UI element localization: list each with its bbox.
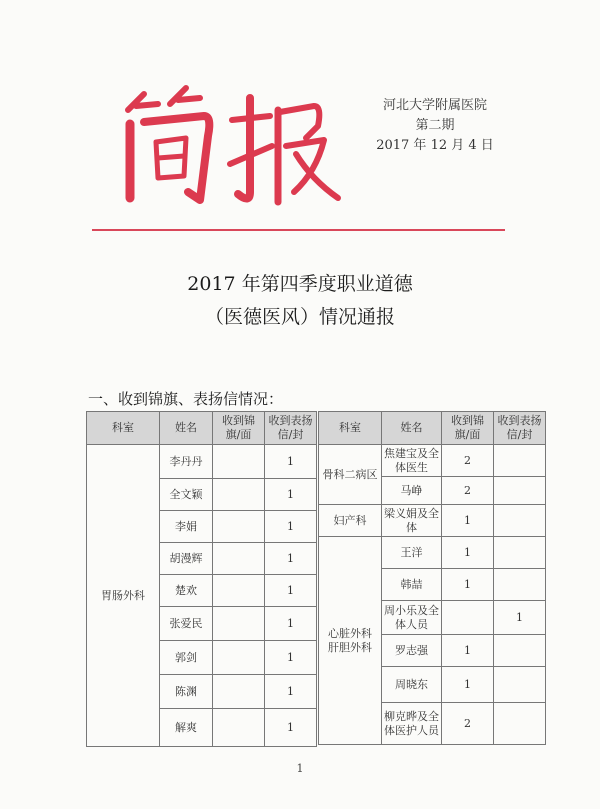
header-letters: 收到表扬信/封 [494, 412, 546, 445]
right-table-body [319, 445, 546, 745]
flags-cell: 2 [442, 445, 494, 477]
letters-cell [494, 505, 546, 537]
letters-cell [494, 667, 546, 703]
name-cell: 梁义娟及全体 [382, 505, 442, 537]
name-cell: 柳克晔及全体医护人员 [382, 703, 442, 745]
dept-cell: 胃肠外科 [87, 445, 160, 747]
left-honors-table [86, 411, 317, 747]
name-cell: 韩喆 [382, 569, 442, 601]
briefing-logo [100, 80, 350, 210]
header-dept: 科室 [87, 412, 160, 445]
header-name: 姓名 [382, 412, 442, 445]
name-cell: 焦建宝及全体医生 [382, 445, 442, 477]
letters-cell: 1 [265, 709, 317, 747]
right-honors-table [318, 411, 546, 745]
letters-cell: 1 [265, 675, 317, 709]
flags-cell: 1 [442, 569, 494, 601]
table-row [319, 505, 546, 537]
dept-cell: 骨科二病区 [319, 445, 382, 505]
flags-cell [213, 675, 265, 709]
name-cell: 陈渊 [160, 675, 213, 709]
left-table-body [87, 445, 317, 747]
letters-cell [494, 477, 546, 505]
letters-cell: 1 [265, 641, 317, 675]
dept-cell: 妇产科 [319, 505, 382, 537]
flags-cell [213, 641, 265, 675]
table-row [87, 445, 317, 479]
name-cell: 张爱民 [160, 607, 213, 641]
letters-cell [494, 569, 546, 601]
flags-cell [213, 511, 265, 543]
name-cell: 楚欢 [160, 575, 213, 607]
header-divider [92, 229, 505, 231]
report-title [0, 268, 600, 334]
name-cell: 解爽 [160, 709, 213, 747]
flags-cell [213, 479, 265, 511]
issuer-org: 河北大学附属医院 [382, 98, 487, 113]
report-title-line2: （医德医风）情况通报 [204, 306, 395, 328]
letters-cell: 1 [265, 445, 317, 479]
header-name: 姓名 [160, 412, 213, 445]
issuer-block [360, 96, 510, 156]
table-header-row [87, 412, 317, 445]
name-cell: 李丹丹 [160, 445, 213, 479]
flags-cell [213, 575, 265, 607]
letters-cell [494, 537, 546, 569]
letters-cell: 1 [265, 607, 317, 641]
name-cell: 周晓东 [382, 667, 442, 703]
flags-cell: 1 [442, 667, 494, 703]
name-cell: 全文颖 [160, 479, 213, 511]
flags-cell [442, 601, 494, 635]
flags-cell [213, 543, 265, 575]
header-letters: 收到表扬信/封 [265, 412, 317, 445]
flags-cell [213, 709, 265, 747]
flags-cell: 2 [442, 703, 494, 745]
header-dept: 科室 [319, 412, 382, 445]
letters-cell [494, 445, 546, 477]
name-cell: 周小乐及全体人员 [382, 601, 442, 635]
letters-cell: 1 [265, 479, 317, 511]
name-cell: 郭剑 [160, 641, 213, 675]
letters-cell: 1 [265, 575, 317, 607]
table-row [319, 537, 546, 569]
table-header-row [319, 412, 546, 445]
header-flags: 收到锦旗/面 [213, 412, 265, 445]
letters-cell: 1 [265, 511, 317, 543]
report-title-line1: 2017 年第四季度职业道德 [187, 273, 413, 295]
issue-date: 2017 年 12 月 4 日 [376, 138, 494, 153]
issue-number: 第二期 [415, 118, 455, 133]
name-cell: 胡漫辉 [160, 543, 213, 575]
letters-cell: 1 [265, 543, 317, 575]
name-cell: 王洋 [382, 537, 442, 569]
name-cell: 马峥 [382, 477, 442, 505]
letters-cell [494, 635, 546, 667]
letters-cell: 1 [494, 601, 546, 635]
briefing-logo-calligraphy [100, 80, 350, 210]
flags-cell: 1 [442, 537, 494, 569]
header-flags: 收到锦旗/面 [442, 412, 494, 445]
table-row [319, 445, 546, 477]
flags-cell [213, 445, 265, 479]
name-cell: 李娟 [160, 511, 213, 543]
dept-cell: 心脏外科 肝胆外科 [319, 537, 382, 745]
flags-cell: 1 [442, 505, 494, 537]
section-heading: 一、收到锦旗、表扬信情况： [88, 390, 284, 408]
flags-cell: 2 [442, 477, 494, 505]
name-cell: 罗志强 [382, 635, 442, 667]
flags-cell [213, 607, 265, 641]
page-number: 1 [296, 762, 304, 775]
letters-cell [494, 703, 546, 745]
flags-cell: 1 [442, 635, 494, 667]
